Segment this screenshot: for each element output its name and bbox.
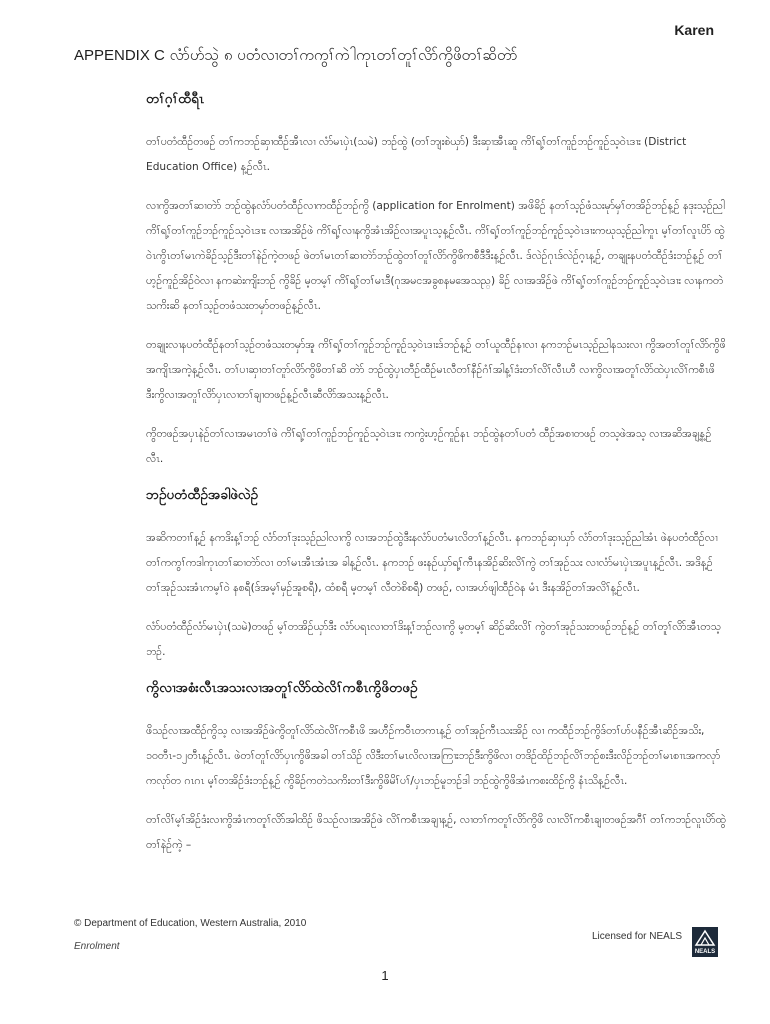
paragraph: အဆိကတၢၢ်န့ဉ် နကဒိးန့ၢ်ဘဉ် လံာ်တၢ်ဒုးသ့ဉ်ညါလၢကွိ လၢအဘဉ်ထွဲဒီးနလံာ်ပတံမၤလိတၢ်န့ဉ်လီၤ. နကဘဉ်ဆှၢယှာ် လံာ်တၢ်ဒုးသ့ဉ်ညါအံၤ ဖဲနပတံထီဉ်လၢတၢ်ကကွၢ်ကဒါကုၤတၢ်ဆၢတဲာ်လၢ တၢ်မၤအီၤအံၤအ ခါန့ဉ်လီၤ. နကဘဉ် ဖးနဉ်ယှာ်ရ့ၢ်ကီၤနအိဉ်ဆိးလိၢ်ကွဲ တၢ်အုဉ်သး လၢလံာ်မၤပှဲၤအပူၤန့ဉ်လီၤ. အဒိန့ဉ် တၢ်အုဉ်သးအံၤကမ့ၢ်ဝဲ နစရီ(ဒ်အမ့ၢ်မှဉ်အူစရီ), ထံစရီ မ့တမ့ၢ် လီတဲစိစရီ) တဖဉ်, လၢအဟ်ဖျါထီဉ်ဝဲန မံၤ ဒီးနအိဉ်တၢ်အလိၢ်န့ဉ်လီၤ. [146,532,718,594]
section-overview [146,90,726,472]
neals-logo-text: NEALS [694,949,716,955]
paragraph: လံာ်ပတံထီဉ်လံာ်မၤပှဲၤ(သမဲ)တဖဉ် မ့ၢ်တအိဉ်ယှာ်ဒီး လံာ်ပရၤလၢတၢ်ဒိးန့ၢ်ဘဉ်လၢကွိ မ့တမ့ၢ် ဆိဉ်ဆိးလိၢ် ကွဲတၢ်အုဉ်သးတဖဉ်ဘဉ်န့ဉ် တၢ်တူၢ်လိာ်အီၤတသ့ဘဉ်. [146,621,721,658]
section-heading: ကွိလၢအစံးလီၤအသးလၢအတူၢ်လိာ်ထဲလိၢ်ကစီၤကွိဖိတဖဉ် [146,680,418,696]
license-notice: Licensed for NEALS [592,931,683,942]
footer-document-name: Enrolment [74,941,120,952]
paragraph: လၢကွိအတၢ်ဆၢတဲာ် ဘဉ်ထွဲနလံာ်ပတံထီဉ်လၢကထီဉ်ဘဉ်ကွိ (application for Enrolment) အဖိခိဉ် နတၢ်သ့ဉ်ဖံသးမုာ်မှၢ်တအိဉ်ဘဉ်န့ဉ် နဒုးသ့ဉ်ညါ ကိၢ်ရ့ၢ်တၢ်ကူဉ်ဘဉ်ကူဉ်သ့ဝဲၤဒၢး လၢအအိဉ်ဖဲ ကိၢ်ရ့ၢ်လၢနကွိအံၤအိဉ်လၢအပူၤသ့န့ဉ်လီၤ. ကိၢ်ရ့ၢ်တၢ်ကူဉ်ဘဉ်ကူဉ်သ့ဝဲၤဒၢးကဃုသ့ဉ်ညါကူၤ မ့ၢ်တၢ်လူၤပိာ် ထွဲဝဲၤကွိၤတၢ်မၤကဲခိဉ်သ့ဉ်ဒီးတၢ်နဲဉ်ကဲ့တဖဉ် ဖဲတၢ်မၤတၢ်ဆၢတဲာ်ဘဉ်ထွဲတၢ်တူၢ်လိာ်ကွိဖိကစီဒီဒီးန့ဉ်လီၤ. ဒ်လဲဉ်ဂုၤဒ်လဲဉ်ဂ့ၤန့ဉ်, တချုးနပတံထီဉ်ဒံးဘဉ်န့ဉ် တၢ်ဟ့ဉ်ကူဉ်အိဉ်ဝဲလၢ နကဆဲးကျိးဘဉ် ကွိခိဉ် မ့တမ့ၢ် ကိၢ်ရ့ၢ်တၢ်မၤဒီ(ဂုအမငအခွစနမအေသည္) ခိဉ် လၢအအိဉ်ဖဲ ကိၢ်ရ့ၢ်တၢ်ကူဉ်ဘဉ်ကူဉ်သ့ဝဲၤဒၢး လၢနကတဲသကိးဆိ နတၢ်သ့ဉ်တဖံသးတမှာ်တဖဉ်န့ဉ်လီၤ. [146,200,725,312]
neals-logo [692,927,718,957]
section-local-intake-schools [146,679,726,858]
section-when-to-apply [146,486,726,665]
page-title [74,46,714,68]
paragraph: တၢ်လိၢ်မ့ၢ်အိဉ်ဒံးလၢကွိအံၤကတူၢ်လိာ်အါထိဉ် ဖိသဉ်လၢအအိဉ်ဖဲ လိၢ်ကစီၤအချၢန့ဉ်, လၢတၢ်ကတူၢ်လိာ်ကွိဖိ လၢလိၢ်ကစီၤချၢတဖဉ်အဂီၢ် တၢ်ကဘဉ်လူၤပိာ်ထွဲတၢ်နဲဉ်ကဲ့ – [146,814,726,851]
paragraph: တချုးလၢနပတံထီဉ်နတၢ်သ့ဉ်တဖံသးတမှာ်အူ ကိၢ်ရ့ၢ်တၢ်ကူဉ်ဘဉ်ကူဉ်သ့ဝဲၤဒၢးဒ်ဘဉ်န့ဉ် တၢ်ယူထီဉ်နၢလၢ နကဘဉ်မၤသ့ဉ်ညါနသးလၢ ကွိအတၢ်တူၢ်လိာ်ကွိဖိအကျိၤအကဲ့န့ဉ်လီၤ. တၢ်ပၢဆှၢတၢ်တူာ်လိာ်ကွိဖိတၢ်ဆိ တဲာ် ဘဉ်ထွဲပှၤတီဉ်ထီဉ်မၤလီတၢ်နီဉ်ဂံၢ်အါန့ၢ်ဒံးတၢ်လိၢ်လီၤဟီ လၢကွိလၢအတူၢ်လိာ်ထဲပှၤလိၢ်ကစီၤဖိ ဒီးကွိလၢအတူၢ်လိာ်ပှၤလၢတၢ်ချၢတဖဉ်န့ဉ်လီၤဆီလိာ်အသးန့ဉ်လီၤ. [146,339,726,401]
appendix-label: APPENDIX C [74,47,165,64]
appendix-title-text: လံာ်ဟ်သွဲ ၈ ပတံလၢတၢ်ကကွၢ်ကဲါကုၤတၢ်တူၢ်လိာ်ကွိဖိတၢ်ဆိတဲာ် [169,46,518,64]
page-number: 1 [381,968,389,983]
paragraph: တၢ်ပတံထီဉ်တဖဉ် တၢ်ကဘဉ်ဆှၢထီဉ်အီၤလၢ လံာ်မၤပှဲၤ(သမဲ) ဘဉ်ထွဲ (တၢ်ဘျးစဲယှာ်) ဒီးဆှၢအီၤဆူ ကိၢ်ရ့ၢ်တၢ်ကူဉ်ဘဉ်ကူဉ်သ့ဝဲၤဒၢး (District Education Office) န့ဉ်လီၤ. [146,136,687,173]
paragraph: ဖိသဉ်လၢအထီဉ်ကွိသ့ လၢအအိဉ်ဖဲကွိတူၢ်လိာ်ထဲလိၢ်ကစီၤဖိ အဟီဉ်ကဝီၤတကၤန့ဉ် တၢ်အုဉ်ကီၤသးအိဉ် လၢ ကထီဉ်ဘဉ်ကွိဒ်တၢ်ဟ်ပနီဉ်အီၤဆိဉ်အသိး, ၁၀တီၤ-၁၂တီၤန့ဉ်လီၤ. ဖဲတၢ်တူၢ်လိာ်ပှၤကွိဖိအခါ တၢ်သိဉ် လိဒီးတၢ်မၤလိလၢအကြၢးဘဉ်ဒီးကွိဖိလၢ တဒိဉ်ထိဉ်ဘဉ်လိၢ်ဘဉ်စးဒီးလိဉ်ဘဉ်တၢ်မၤစၢၤအကလုာ်ကလုာ်တ ဂၤဂၤ မ့ၢ်တအိဉ်ဒံးဘဉ်န့ဉ် ကွိခိဉ်ကတဲသကိးတၢ်ဒီးကွိဖိမိၢ်ပၢ်/ပှၤဘဉ်မူဘဉ်ဒါ ဘဉ်ထွဲကွိဖိအံၤကစးထိဉ်ကွိ နံၤသိန့ဉ်လီၤ. [146,725,721,787]
language-label: Karen [674,22,714,38]
neals-logo-mark [692,927,718,949]
document-body [146,90,726,872]
section-heading: ဘဉ်ပတံထီဉ်အခါဖဲလဲဉ် [146,487,259,503]
copyright-notice: © Department of Education, Western Australia, 2010 [74,918,307,929]
paragraph: ကွိတဖဉ်အပှၤနဲဉ်တၢ်လၢအမၤတၢ်ဖဲ ကိၢ်ရ့ၢ်တၢ်ကူဉ်ဘဉ်ကူဉ်သ့ဝဲၤဒၢး ကကွဲးဟ့ဉ်ကူဉ်နၤ ဘဉ်ထွဲနတၢ်ပတံ ထီဉ်အစၢတဖဉ် တသ့ဖဲအသ့ လၢအဆိအချ့န့ဉ်လီၤ. [146,428,712,465]
section-heading: တၢ်ဂ့ၢ်ထီရီၤ [146,91,204,107]
